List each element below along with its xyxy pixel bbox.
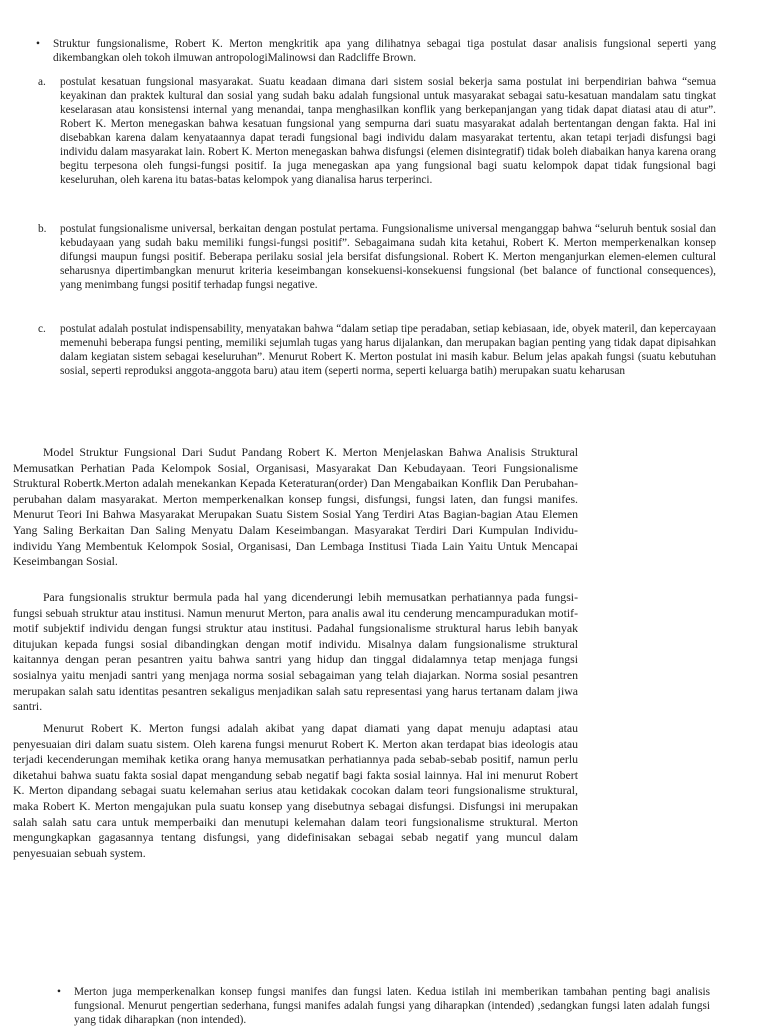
- paragraph-fungsi: Menurut Robert K. Merton fungsi adalah akibat yang dapat diamati yang dapat menuju adaptasi atau penyesuaian diri dalam suatu sistem. Oleh karena fungsi menurut Robert K. Merton akan terdapat bias ideologis atau terjadi kecenderungan memihak ketika orang hanya memusatkan perhatiannya pada sebab-sebab positif, namun perlu diketahui bahwa suatu fakta sosial dapat mengandung sebab negatif bagi fakta sosial lainnya. Hal ini menurut Robert K. Merton dipandang sebagai suatu kelemahan serius atau ketidakak cocokan dalam teori fungsionalisme struktural, maka Robert K. Merton mengajukan pula suatu konsep yang disebutnya sebagai disfungsi. Disfungsi ini merupakan salah salah satu cara untuk memperbaiki dan menutupi kelemahan dalam teori fungsionalisme struktural. Merton mengungkapkan gagasannya tentang disfungsi, yang didefinisakan sebagai sebab negatif yang muncul dalam penyesuaian sebuah system.: [13, 721, 578, 860]
- closing-bullet-text: Merton juga memperkenalkan konsep fungsi manifes dan fungsi laten. Kedua istilah ini memberikan tambahan penting bagi analisis fungsional. Menurut pengertian sederhana, fungsi manifes adalah fungsi yang diharapkan (intended) ,sedangkan fungsi laten adalah fungsi yang tidak diharapkan (non intended).: [74, 986, 710, 1026]
- postulate-a: [38, 75, 716, 187]
- closing-bullet: [57, 985, 710, 1027]
- bullet-marker: •: [36, 38, 40, 50]
- postulate-text: postulat adalah postulat indispensability, menyatakan bahwa “dalam setiap tipe peradaban, setiap kebiasaan, ide, obyek materil, dan kepercayaan memenuhi beberapa fungsi penting, memiliki sejumlah tugas yang harus dijalankan, dan merupakan bagian penting yang tidak dapat dipisahkan dalam kegiatan sistem sebagai keseluruhan”. Menurut Robert K. Merton postulat ini masih kabur. Belum jelas apakah fungsi (suatu kebutuhan sosial, seperti reproduksi anggota-anggota baru) atau item (seperti norma, seperti keluarga batih) merupakan suatu keharusan: [60, 323, 716, 377]
- postulate-c: [38, 322, 716, 378]
- postulate-text: postulat fungsionalisme universal, berkaitan dengan postulat pertama. Fungsionalisme universal menganggap bahwa “seluruh bentuk sosial dan kebudayaan yang sudah baku memiliki fungsi-fungsi positif”. Sebagaimana sudah kita ketahui, Robert K. Merton memperkenalkan konsep difungsi maupun fungsi positif. Beberapa perilaku sosial jela bersifat disfungsional. Robert K. Merton menganjurkan elemen-elemen cultural seharusnya dipertimbangkan menurut kriteria keseimbangan konsekuensi-konsekuensi fungsional (bet balance of functional consequences), yang menimbang fungsi positif terhadap fungsi negative.: [60, 223, 716, 291]
- paragraph-model: Model Struktur Fungsional Dari Sudut Pandang Robert K. Merton Menjelaskan Bahwa Analisis Struktural Memusatkan Perhatian Pada Kelompok Sosial, Organisasi, Masyarakat Dan Kebudayaan. Teori Fungsionalisme Struktural Robertk.Merton adalah menekankan Kepada Keteraturan(order) Dan Mengabaikan Konflik Dan Perubahan-perubahan dalam masyarakat. Merton memperkenalkan konsep fungsi, disfungsi, fungsi laten, dan fungsi manifes. Menurut Teori Ini Bahwa Masyarakat Merupakan Suatu Sistem Sosial Yang Terdiri Atas Bagian-bagian Atau Elemen Yang Saling Berkaitan Dan Saling Menyatu Dalam Keseimbangan. Masyarakat Terdiri Dari Kumpulan Individu-individu Yang Membentuk Kelompok Sosial, Organisasi, Dan Lembaga Institusi Tiada Lain Yaitu Untuk Mencapai Keseimbangan Sosial.: [13, 445, 578, 569]
- intro-bullet: [36, 37, 716, 65]
- postulate-text: postulat kesatuan fungsional masyarakat. Suatu keadaan dimana dari sistem sosial bekerja sama postulat ini berpendirian bahwa “semua keyakinan dan praktek kultural dan sosial yang sudah baku adalah fungsional untuk masyarakat sebagai satu-kesatuan mandalam satu tingkat keselarasan atau konsistensi internal yang menandai, tanpa menghasilkan konflik yang berkepanjangan yang tidak dapat diatasi atau di atur”. Robert K. Merton menegaskan bahwa kesatuan fungsional yang sempurna dari suatu masyarakat adalah bertentangan dengan fakta. Hal ini disebabkan karena dalam kenyataannya dapat teradi fungsional bagi individu dalam masyarakat tertentu, akan tetapi terjadi disfungsi bagi individu dalam masyarakat lain. Robert K. Merton menegaskan bahwa disfungsi (elemen disintegratif) tidak boleh diabaikan hanya karena orang begitu terpesona oleh fungsi-fungsi positif. Ia juga menegaskan apa yang fungsional bagi suatu kelompok dapat tidak fungsional bagi keseluruhan, oleh karena itu batas-batas kelompok yang dianalisa harus terperinci.: [60, 76, 716, 186]
- postulate-b: [38, 222, 716, 292]
- bullet-marker: •: [57, 986, 61, 998]
- list-marker: a.: [38, 76, 46, 88]
- paragraph-fungsionalis: Para fungsionalis struktur bermula pada hal yang dicenderungi lebih memusatkan perhatiannya pada fungsi-fungsi sebuah struktur atau institusi. Namun menurut Merton, para analis awal itu cenderung mencampuradukan motif- motif subjektif individu dengan fungsi struktur atau institusi. Padahal fungsionalisme struktural harus lebih banyak ditujukan kepada fungsi sosial dibandingkan dengan motif individu. Misalnya dalam fungsionalisme struktural kaitannya dengan peran pesantren yaitu bahwa santri yang hidup dan tinggal didalamnya tetap menjaga fungsi sosialnya yaitu menjadi santri yang menjaga norma sosial sebagaiman yang telah diajarkan. Norma sosial pesantren merupakan salah satu identitas pesantren sekaligus menjadikan salah satu representasi yang harus tertanam dalam jiwa santri.: [13, 590, 578, 714]
- list-marker: c.: [38, 323, 46, 335]
- list-marker: b.: [38, 223, 47, 235]
- intro-bullet-text: Struktur fungsionalisme, Robert K. Merton mengkritik apa yang dilihatnya sebagai tiga postulat dasar analisis fungsional seperti yang dikembangkan oleh tokoh ilmuwan antropologiMalinowsi dan Radcliffe Brown.: [53, 38, 716, 64]
